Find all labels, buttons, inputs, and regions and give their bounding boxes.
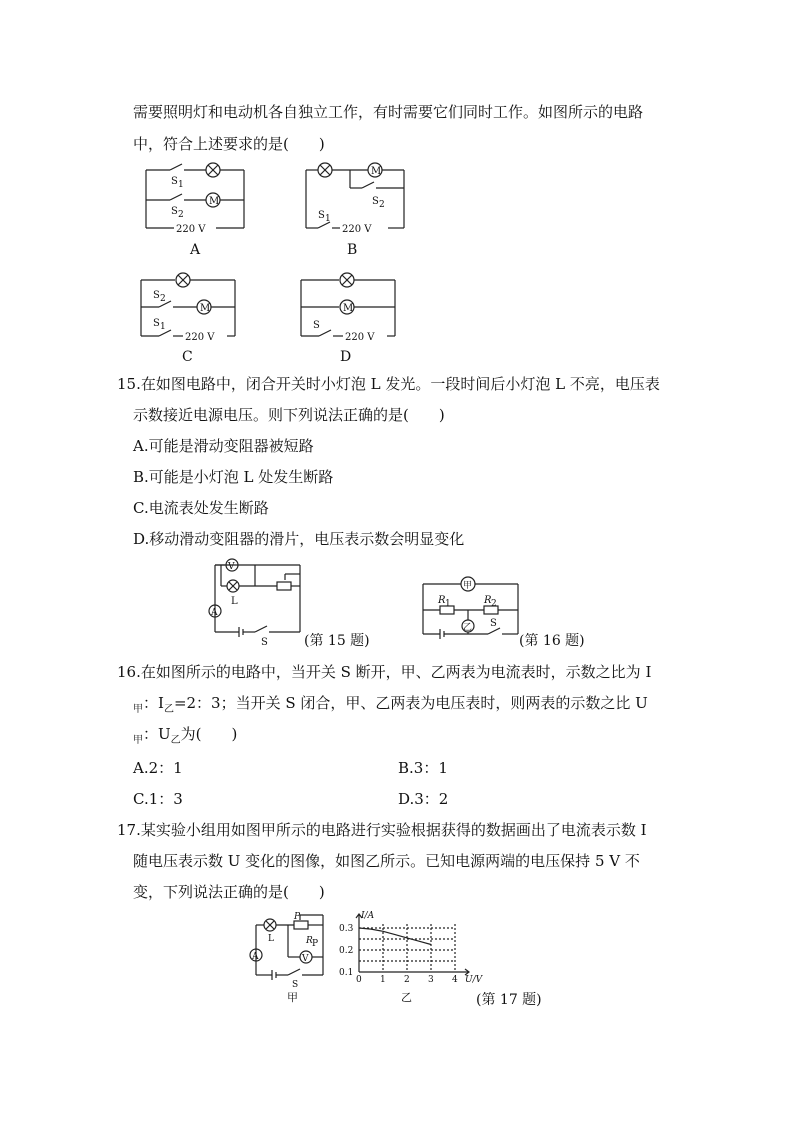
b-s1-sub: 1 [325,214,331,224]
c-s1-sub: 1 [160,322,166,332]
q17-p-label: P [294,912,301,922]
a-motor: M [209,196,220,207]
d-motor: M [343,303,354,314]
q16-r2: R [484,595,492,606]
q15-option-a: A.可能是滑动变阻器被短路 [133,437,314,455]
y-tick-label: 0.3 [339,924,354,934]
q16-sub-yi-2: 乙 [170,735,181,746]
q16-line2-rest: =2：3；当开关 S 闭合，甲、乙两表为电压表时，则两表的示数之比 U [173,694,648,712]
q17-circuit [248,912,328,990]
q16-option-a: A.2：1 [133,759,183,777]
a-s1-sub: 1 [178,180,184,190]
q14-line2: 中，符合上述要求的是( ) [133,135,325,153]
q17-line1: 17.某实验小组用如图甲所示的电路进行实验根据获得的数据画出了电流表示数 I [117,821,647,839]
q16-line3 [133,724,237,751]
q14-line1: 需要照明灯和电动机各自独立工作，有时需要它们同时工作。如图所示的电路 [133,103,644,121]
q16-line2 [133,693,648,720]
q15-a-meter: A [211,608,218,618]
q16-r1-sub: 1 [445,599,451,609]
series-line [359,928,431,945]
q15-caption: (第 15 题) [304,633,370,649]
a-voltage: 220 V [176,224,206,235]
x-tick-label: 1 [380,975,386,985]
c-s2-sub: 2 [160,294,166,304]
b-s1: S [318,210,325,221]
q17-fig-yi: 乙 [401,991,412,1004]
circuit-c [135,270,245,345]
option-b-label: B [347,242,358,258]
q15-line2: 示数接近电源电压。则下列说法正确的是( ) [133,406,445,424]
q16-line3-rest: 为( ) [180,725,238,743]
q16-sub-jia: 甲 [133,704,143,715]
q15-lamp-label: L [231,596,238,607]
q17-a-meter: A [252,952,259,962]
q16-switch-label: S [490,618,497,629]
y-axis-label: I/A [361,911,375,921]
q15-option-d: D.移动滑动变阻器的滑片，电压表示数会明显变化 [133,530,465,548]
q16-option-d: D.3：2 [398,790,449,808]
y-tick-label: 0.2 [339,946,354,956]
q17-graph [335,910,485,990]
x-tick-label: 0 [356,975,362,985]
option-c-label: C [182,349,193,365]
b-voltage: 220 V [342,224,372,235]
c-voltage: 220 V [185,332,215,343]
q17-line2: 随电压表示数 U 变化的图像，如图乙所示。已知电源两端的电压保持 5 V 不 [133,852,640,870]
a-s1: S [171,176,178,187]
x-tick-label: 3 [428,975,434,985]
q15-line1: 15.在如图电路中，闭合开关时小灯泡 L 发光。一段时间后小灯泡 L 不亮，电压表 [117,375,660,393]
q16-line1: 16.在如图所示的电路中，当开关 S 断开，甲、乙两表为电流表时，示数之比为 I [117,663,652,681]
c-s2: S [153,290,160,301]
option-d-label: D [340,349,352,365]
q16-circuit [418,572,528,642]
q16-option-b: B.3：1 [398,759,448,777]
q16-r2-sub: 2 [491,599,497,609]
q16-u-yi: ：U [143,725,171,743]
d-s: S [313,320,320,331]
q17-v-meter: V [302,954,309,964]
q16-i-yi: ：I [143,694,164,712]
circuit-b [300,160,410,235]
circuit-a [140,160,250,235]
q16-meter-yi: 乙 [463,623,473,633]
q16-meter-jia: 甲 [463,581,473,591]
c-motor: M [200,303,211,314]
q16-sub-jia-2: 甲 [133,735,143,746]
b-s2-sub: 2 [379,200,385,210]
q17-caption: (第 17 题) [476,992,542,1008]
q17-rp-label: R [306,936,313,946]
x-tick-label: 2 [404,975,410,985]
q15-option-c: C.电流表处发生断路 [133,499,269,517]
q16-r1: R [438,595,446,606]
b-motor: M [371,166,382,177]
q17-fig-jia: 甲 [287,991,298,1004]
q17-switch-label: S [292,980,299,990]
q15-option-b: B.可能是小灯泡 L 处发生断路 [133,468,334,486]
option-a-label: A [190,242,201,258]
q16-caption: (第 16 题) [519,633,585,649]
c-s1: S [153,318,160,329]
x-axis-label: U/V [465,975,483,985]
q16-option-c: C.1：3 [133,790,183,808]
d-voltage: 220 V [345,332,375,343]
q17-lamp-label: L [268,934,274,944]
q15-switch-label: S [261,637,268,648]
b-s2: S [372,196,379,207]
q17-rp-sub: P [312,939,319,949]
a-s2: S [171,206,178,217]
a-s2-sub: 2 [178,210,184,220]
q17-line3: 变，下列说法正确的是( ) [133,883,325,901]
q15-circuit [205,560,305,648]
q16-sub-yi: 乙 [163,704,174,715]
y-tick-label: 0.1 [339,968,354,978]
q15-v-meter: V [228,562,235,572]
circuit-d [295,270,405,345]
x-tick-label: 4 [452,975,458,985]
